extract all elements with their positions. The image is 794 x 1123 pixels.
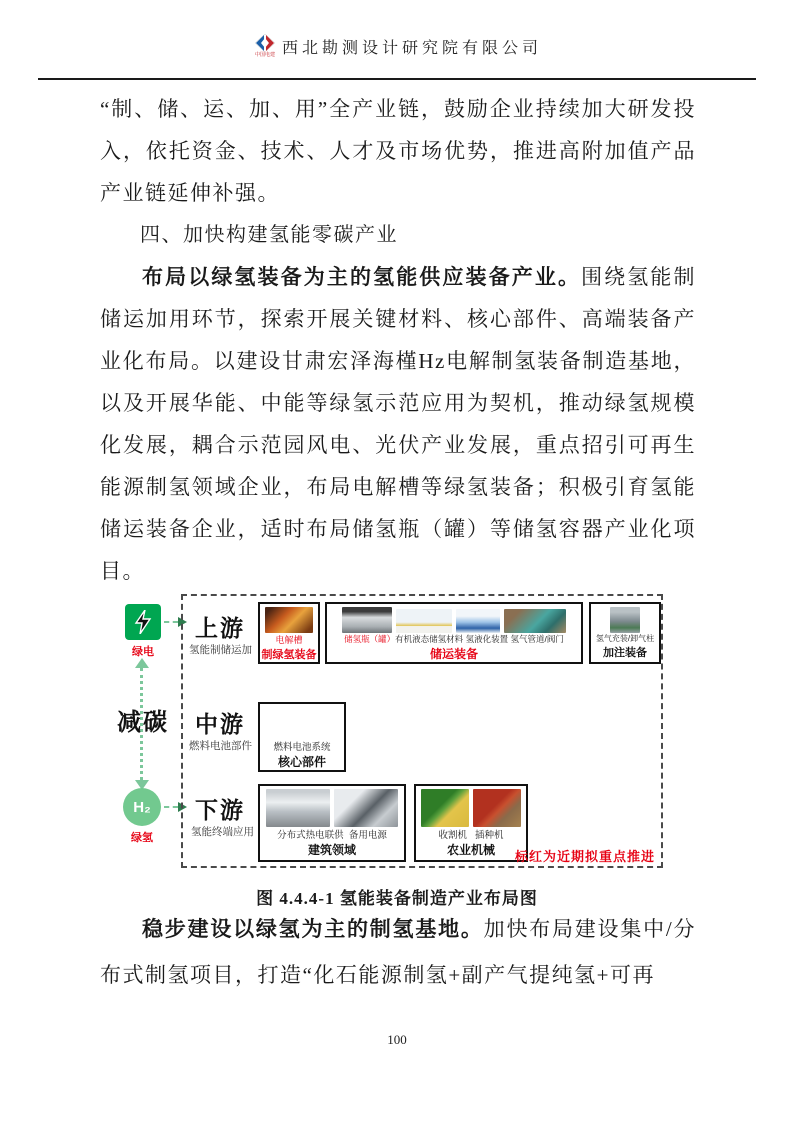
pipeline-valve-photo xyxy=(504,609,566,633)
h2-circle-icon: H₂ xyxy=(123,788,161,826)
distributed-chp-label: 分布式热电联供 xyxy=(277,830,344,841)
paragraph-2 xyxy=(100,256,696,592)
paragraph-1: “制、储、运、加、用”全产业链，鼓励企业持续加大研发投入，依托资金、技术、人才及市场优势，推进高附加值产品产业链延伸补强。 xyxy=(100,97,696,205)
stage-downstream-subtitle: 氢能终端应用 xyxy=(191,826,254,838)
green-power-icon xyxy=(125,604,161,640)
red-highlight-note: 标红为近期拟重点推进 xyxy=(514,849,655,864)
electrolyzer-label: 电解槽 xyxy=(275,635,303,645)
dashed-arrow-right-top xyxy=(164,621,178,623)
cylinder-label: 储氢瓶（罐） xyxy=(344,634,396,644)
organic-liquid-storage-photo xyxy=(396,609,452,633)
powerchina-logo-icon xyxy=(252,34,278,58)
green-hydrogen-equipment-title: 制绿氢装备 xyxy=(261,649,317,661)
body-text-after-figure xyxy=(100,906,696,998)
stage-downstream: 下游 xyxy=(195,797,245,823)
body-text xyxy=(100,88,696,592)
stage-midstream: 中游 xyxy=(195,711,245,737)
harvester-label: 收割机 xyxy=(438,830,468,841)
agricultural-machinery-title: 农业机械 xyxy=(446,843,495,857)
carbon-reduction-label: 减碳 xyxy=(117,709,169,736)
charging-column-photo xyxy=(610,607,640,633)
paragraph-2-lead: 布局以绿氢装备为主的氢能供应装备产业。 xyxy=(142,265,582,289)
logo-caption: 中国电建 xyxy=(254,52,275,58)
page-header xyxy=(38,34,756,80)
hydrogen-cylinder-photo xyxy=(342,607,392,633)
liquefaction-label: 氢液化装置 xyxy=(465,634,509,644)
planter-photo xyxy=(473,789,521,827)
fuel-cell-system-photo xyxy=(273,707,331,739)
green-hydrogen-label: 绿氢 xyxy=(131,832,153,844)
box-building-sector xyxy=(258,784,406,862)
core-components-title: 核心部件 xyxy=(277,755,326,769)
green-power-label: 绿电 xyxy=(132,646,154,658)
paragraph-3-lead: 稳步建设以绿氢为主的制氢基地。 xyxy=(142,917,484,941)
paragraph-3 xyxy=(100,906,696,998)
pipeline-label: 氢气管道/阀门 xyxy=(510,634,564,644)
backup-power-photo xyxy=(334,789,398,827)
fuel-cell-system-label: 燃料电池系统 xyxy=(273,742,331,753)
paragraph-3-rest: 加快布局建设集中/分布式制氢项目，打造“化石能源制氢+副产气提纯氢+可再 xyxy=(100,917,697,987)
box-core-components xyxy=(258,702,346,772)
company-name: 西北勘测设计研究院有限公司 xyxy=(281,39,542,57)
charging-column-label: 氢气充装/卸气柱 xyxy=(595,634,655,643)
hydrogen-liquefaction-photo xyxy=(456,609,500,633)
harvester-photo xyxy=(421,789,469,827)
figure-caption: 图 4.4.4-1 氢能装备制造产业布局图 xyxy=(256,889,538,908)
page-number: 100 xyxy=(387,1032,407,1047)
industry-layout-figure xyxy=(113,588,685,886)
logo-diamond-icon xyxy=(254,34,276,52)
box-refueling-equipment xyxy=(589,602,661,664)
refueling-equipment-title: 加注装备 xyxy=(603,647,647,659)
dashed-arrow-right-bottom xyxy=(164,806,178,808)
backup-power-label: 备用电源 xyxy=(348,830,387,841)
lightning-bolt-icon xyxy=(133,610,153,634)
distributed-chp-photo xyxy=(266,789,330,827)
stage-midstream-subtitle: 燃料电池部件 xyxy=(189,740,252,752)
planter-label: 插种机 xyxy=(474,830,504,841)
box-green-hydrogen-equipment xyxy=(258,602,320,664)
stage-upstream-subtitle: 氢能制储运加 xyxy=(189,644,252,656)
box-storage-transport-equipment xyxy=(325,602,583,664)
section-heading: 四、加快构建氢能零碳产业 xyxy=(140,224,398,246)
building-sector-title: 建筑领域 xyxy=(307,843,356,857)
electrolyzer-photo xyxy=(265,607,313,633)
organic-label: 有机液态储氢材料 xyxy=(395,634,464,644)
stage-upstream: 上游 xyxy=(195,615,245,641)
paragraph-2-rest: 围绕氢能制储运加用环节，探索开展关键材料、核心部件、高端装备产业化布局。以建设甘肃宏泽海槿Hz电解制氢装备制造基地，以及开展华能、中能等绿氢示范应用为契机，推动绿氢规模化发展，耦合示范园风电、光伏产业发展，重点招引可再生能源制氢领域企业，布局电解槽等绿氢装备；积极引育氢能储运装备企业，适时布局储氢瓶（罐）等储氢容器产业化项目。 xyxy=(100,265,697,583)
storage-transport-title: 储运装备 xyxy=(429,647,478,661)
arrow-up-icon xyxy=(135,658,149,668)
